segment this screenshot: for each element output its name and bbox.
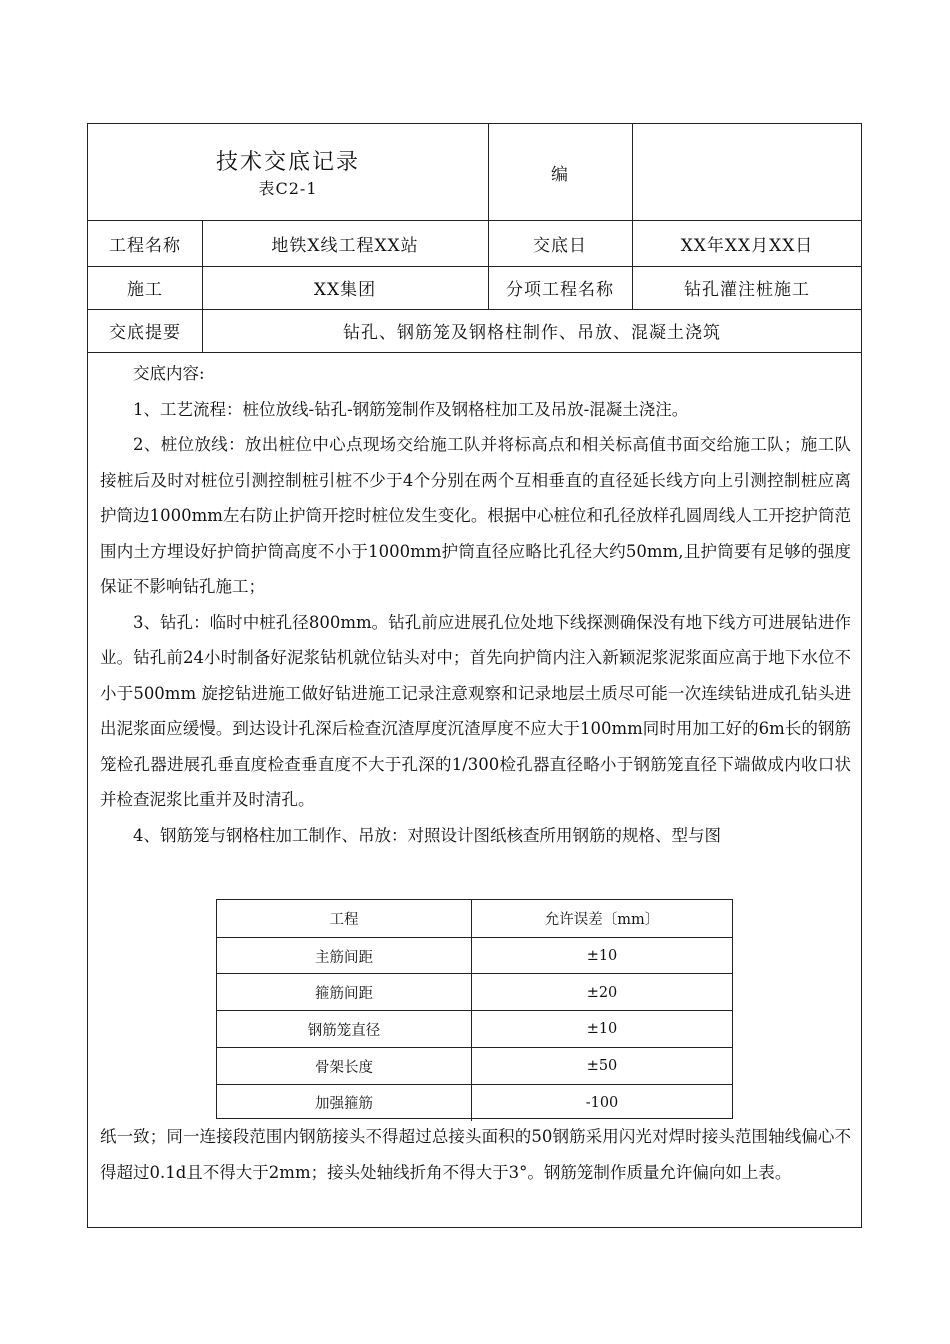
table-row	[217, 973, 732, 1011]
project-label: 工程名称	[109, 235, 181, 256]
tolerance-table	[216, 899, 733, 1119]
table-cell: ±10	[586, 1021, 618, 1038]
date-label: 交底日	[533, 235, 587, 256]
paragraph-process: 1、工艺流程：桩位放线-钻孔-钢筋笼制作及钢格柱加工及吊放-混凝土浇注。	[133, 399, 689, 419]
record-form	[87, 123, 862, 1228]
subitem-value: 钻孔灌注桩施工	[684, 280, 810, 300]
row-divider	[88, 352, 861, 353]
table-cell: 箍筋间距	[217, 974, 472, 1011]
summary-label: 交底提要	[109, 323, 181, 343]
paragraph-joints: 纸一致；同一连接段范围内钢筋接头不得超过总接头面积的50钢筋采用闪光对焊时接头范围轴线偏心不得超过0.1d且不得大于2mm；接头处轴线折角不得大于3°。钢筋笼制作质量允许偏向如上表。	[100, 1127, 851, 1182]
table-cell: 钢筋笼直径	[217, 1011, 472, 1048]
date-value: XX年XX月XX日	[680, 235, 814, 256]
table-header: 工程	[217, 900, 472, 937]
disclosure-continuation	[100, 1119, 851, 1190]
summary-value: 钻孔、钢筋笼及钢格柱制作、吊放、混凝土浇筑	[343, 323, 721, 343]
table-row	[217, 1010, 732, 1048]
table-header-row	[217, 900, 732, 937]
table-cell: 骨架长度	[217, 1048, 472, 1085]
code-value	[632, 124, 862, 220]
paragraph-drilling: 3、钻孔：临时中桩孔径800mm。钻孔前应进展孔位处地下线探测确保没有地下线方可进展钻进作业。钻孔前24小时制备好泥浆钻机就位钻头对中；首先向护筒内注入新颖泥浆泥浆面应高于地下水位不小于500mm 旋挖钻进施工做好钻进施工记录注意观察和记录地层土质尽可能一次连续钻进成孔钻头进出泥浆面应缓慢。到达设计孔深后检查沉渣厚度沉渣厚度不应大于100mm同时用加工好的6m长的钢筋笼检孔器进展孔垂直度检查垂直度不大于孔深的1/300检孔器直径略小于钢筋笼直径下端做成内收口状并检查泥浆比重并及时清孔。	[100, 612, 851, 809]
paragraph-pile-layout: 2、桩位放线：放出桩位中心点现场交给施工队并将标高点和相关标高值书面交给施工队；施工队接桩后及时对桩位引测控制桩引桩不少于4个分别在两个互相垂直的直径延长线方向上引测控制桩应离护筒边1000mm左右防止护筒开挖时桩位发生变化。根据中心桩位和孔径放样孔圆周线人工开挖护筒范围内土方埋设好护筒护筒高度不小于1000mm护筒直径应略比孔径大约50mm,且护筒要有足够的强度保证不影响钻孔施工；	[100, 435, 851, 596]
table-cell: ±10	[586, 948, 618, 965]
title-block	[88, 124, 488, 220]
content-heading: 交底内容:	[133, 364, 205, 383]
form-number: 表C2-1	[258, 179, 318, 198]
table-cell: 主筋间距	[217, 938, 472, 975]
table-row	[217, 1047, 732, 1085]
project-value: 地铁X线工程XX站	[271, 235, 419, 256]
table-row	[217, 1084, 732, 1122]
table-cell: ±50	[586, 1058, 618, 1075]
table-cell: -100	[585, 1094, 619, 1111]
subitem-label: 分项工程名称	[506, 280, 614, 300]
table-header: 允许误差〔mm〕	[544, 911, 660, 928]
code-label: 编	[551, 164, 569, 185]
table-cell: 加强箍筋	[217, 1085, 472, 1122]
table-row	[217, 937, 732, 975]
form-title: 技术交底记录	[215, 150, 360, 175]
paragraph-cage: 4、钢筋笼与钢格柱加工制作、吊放：对照设计图纸核查所用钢筋的规格、型与图	[133, 825, 721, 845]
table-cell: ±20	[586, 984, 618, 1001]
disclosure-content	[100, 356, 851, 853]
builder-value: XX集团	[313, 280, 377, 300]
builder-label: 施工	[127, 280, 163, 300]
